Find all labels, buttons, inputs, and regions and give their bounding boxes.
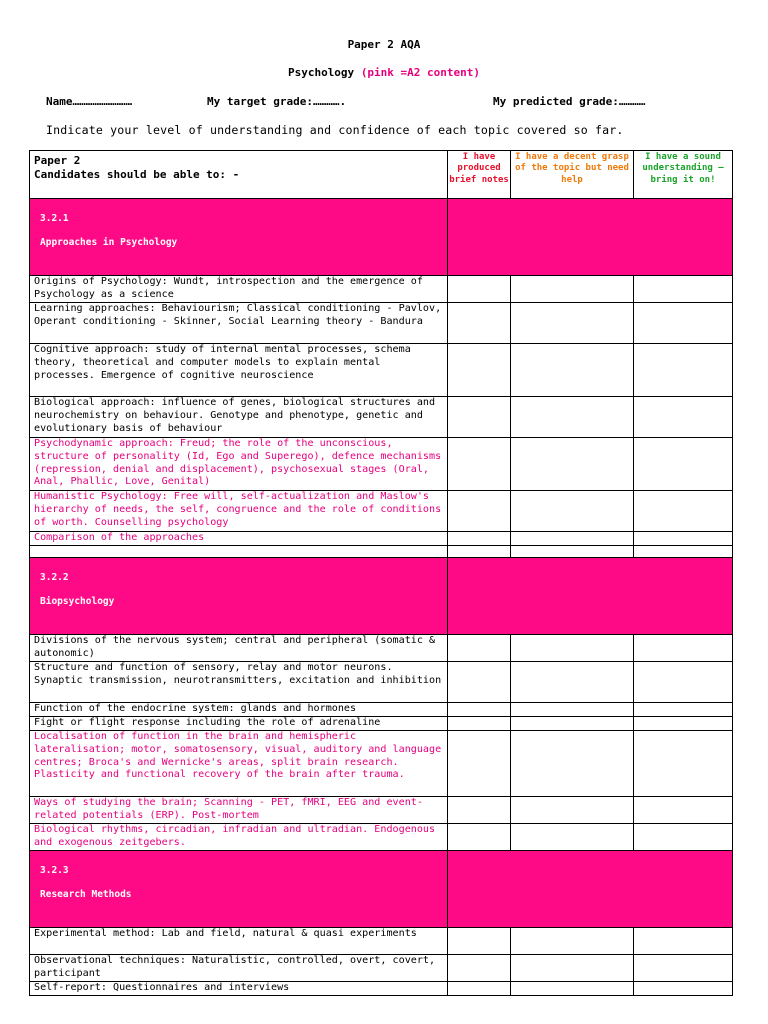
col-sound-understanding-header: I have a sound understanding –bring it on! [634, 151, 733, 199]
topic-row [30, 662, 733, 703]
topic-text: Localisation of function in the brain and hemispheric lateralisation; motor, somatosensory, visual, auditory and language centres; Broca's and Wernicke's areas, split brain research. Plasticity and functional recovery of the brain after trauma. [30, 731, 448, 797]
topic-text: Cognitive approach: study of internal mental processes, schema theory, theoretical and computer models to explain mental processes. Emergence of cognitive neuroscience [30, 344, 448, 397]
section-rating-area [448, 558, 733, 635]
topic-text: Divisions of the nervous system; central and peripheral (somatic & autonomic) [30, 635, 448, 662]
rating-decent-cell[interactable] [511, 928, 634, 955]
rating-notes-cell[interactable] [448, 955, 511, 982]
rating-sound-cell[interactable] [634, 438, 733, 491]
header-line-1: Paper 2 [34, 154, 81, 167]
rating-decent-cell[interactable] [511, 438, 634, 491]
topic-text: Biological approach: influence of genes, biological structures and neurochemistry on behaviour. Genotype and phenotype, genetic and evolutionary basis of behaviour [30, 397, 448, 438]
section-header-row [30, 199, 733, 276]
rating-sound-cell[interactable] [634, 635, 733, 662]
topic-text: Fight or flight response including the role of adrenaline [30, 717, 448, 731]
name-field[interactable]: Name……………………… [46, 95, 133, 108]
rating-sound-cell[interactable] [634, 928, 733, 955]
section-name: Research Methods [40, 889, 132, 900]
rating-notes-cell[interactable] [448, 635, 511, 662]
rating-sound-cell[interactable] [634, 397, 733, 438]
topic-row [30, 276, 733, 303]
header-line-2: Candidates should be able to: - [34, 167, 240, 181]
rating-notes-cell[interactable] [448, 438, 511, 491]
rating-decent-cell[interactable] [511, 824, 634, 851]
spacer-cell [448, 546, 511, 558]
spacer-cell [634, 546, 733, 558]
rating-sound-cell[interactable] [634, 797, 733, 824]
topic-text: Experimental method: Lab and field, natural & quasi experiments [30, 928, 448, 955]
topic-row [30, 532, 733, 546]
rating-decent-cell[interactable] [511, 662, 634, 703]
predicted-grade-field[interactable]: My predicted grade:………… [493, 95, 646, 108]
rating-sound-cell[interactable] [634, 303, 733, 344]
topic-row [30, 491, 733, 532]
topic-row [30, 731, 733, 797]
spacer-row [30, 546, 733, 558]
section-rating-area [448, 851, 733, 928]
subtitle [0, 66, 768, 79]
rating-decent-cell[interactable] [511, 955, 634, 982]
section-header-row [30, 851, 733, 928]
rating-notes-cell[interactable] [448, 717, 511, 731]
target-grade-field[interactable]: My target grade:…………. [207, 95, 347, 108]
rating-decent-cell[interactable] [511, 797, 634, 824]
rating-notes-cell[interactable] [448, 982, 511, 996]
topic-row [30, 438, 733, 491]
rating-decent-cell[interactable] [511, 397, 634, 438]
rating-sound-cell[interactable] [634, 491, 733, 532]
table-header-label [30, 151, 448, 199]
topic-row [30, 303, 733, 344]
topic-row [30, 635, 733, 662]
rating-sound-cell[interactable] [634, 662, 733, 703]
rating-notes-cell[interactable] [448, 397, 511, 438]
topic-text: Comparison of the approaches [30, 532, 448, 546]
table-header-row [30, 151, 733, 199]
subtitle-note: (pink =A2 content) [360, 66, 481, 79]
topic-row [30, 344, 733, 397]
section-name: Approaches in Psychology [40, 237, 178, 248]
rating-notes-cell[interactable] [448, 491, 511, 532]
spacer-cell [30, 546, 448, 558]
rating-notes-cell[interactable] [448, 928, 511, 955]
section-header-row [30, 558, 733, 635]
topic-row [30, 797, 733, 824]
rating-sound-cell[interactable] [634, 703, 733, 717]
section-name: Biopsychology [40, 596, 115, 607]
subtitle-main: Psychology [287, 66, 355, 79]
rating-sound-cell[interactable] [634, 982, 733, 996]
topic-text: Psychodynamic approach: Freud; the role of the unconscious, structure of personality (Id, Ego and Superego), defence mechanisms (repression, denial and displacement), psychosexual stages (Oral, Anal, Phallic, Love, Genital) [30, 438, 448, 491]
page-title: Paper 2 AQA [347, 38, 421, 51]
topic-row [30, 824, 733, 851]
instruction-text: Indicate your level of understanding and confidence of each topic covered so far. [46, 123, 624, 137]
col-notes-header: I have produced brief notes [448, 151, 511, 199]
topic-row [30, 397, 733, 438]
spacer-cell [511, 546, 634, 558]
rating-sound-cell[interactable] [634, 532, 733, 546]
col-decent-grasp-header: I have a decent grasp of the topic but need help [511, 151, 634, 199]
section-label [30, 199, 448, 276]
rating-notes-cell[interactable] [448, 662, 511, 703]
topic-text: Self-report: Questionnaires and interviews [30, 982, 448, 996]
rating-sound-cell[interactable] [634, 824, 733, 851]
topic-row [30, 928, 733, 955]
rating-notes-cell[interactable] [448, 824, 511, 851]
rating-decent-cell[interactable] [511, 982, 634, 996]
rating-decent-cell[interactable] [511, 491, 634, 532]
topic-text: Biological rhythms, circadian, infradian and ultradian. Endogenous and exogenous zeitgebers. [30, 824, 448, 851]
rating-notes-cell[interactable] [448, 276, 511, 303]
topic-checklist-table [29, 150, 733, 996]
rating-decent-cell[interactable] [511, 276, 634, 303]
rating-notes-cell[interactable] [448, 344, 511, 397]
rating-decent-cell[interactable] [511, 717, 634, 731]
rating-decent-cell[interactable] [511, 731, 634, 797]
rating-sound-cell[interactable] [634, 344, 733, 397]
section-rating-area [448, 199, 733, 276]
topic-text: Observational techniques: Naturalistic, controlled, overt, covert, participant [30, 955, 448, 982]
rating-sound-cell[interactable] [634, 731, 733, 797]
rating-decent-cell[interactable] [511, 703, 634, 717]
topic-text: Learning approaches: Behaviourism; Classical conditioning - Pavlov, Operant conditioning - Skinner, Social Learning theory - Bandura [30, 303, 448, 344]
rating-notes-cell[interactable] [448, 703, 511, 717]
rating-notes-cell[interactable] [448, 731, 511, 797]
rating-sound-cell[interactable] [634, 276, 733, 303]
topic-text: Function of the endocrine system: glands and hormones [30, 703, 448, 717]
section-code: 3.2.1 [40, 213, 69, 224]
rating-decent-cell[interactable] [511, 303, 634, 344]
topic-text: Origins of Psychology: Wundt, introspection and the emergence of Psychology as a science [30, 276, 448, 303]
topic-row [30, 982, 733, 996]
rating-notes-cell[interactable] [448, 303, 511, 344]
rating-sound-cell[interactable] [634, 955, 733, 982]
section-label [30, 851, 448, 928]
topic-row [30, 717, 733, 731]
section-label [30, 558, 448, 635]
section-code: 3.2.2 [40, 572, 69, 583]
topic-row [30, 703, 733, 717]
topic-row [30, 955, 733, 982]
topic-text: Humanistic Psychology: Free will, self-actualization and Maslow's hierarchy of needs, the self, congruence and the role of conditions of worth. Counselling psychology [30, 491, 448, 532]
rating-notes-cell[interactable] [448, 532, 511, 546]
rating-decent-cell[interactable] [511, 635, 634, 662]
topic-text: Structure and function of sensory, relay and motor neurons. Synaptic transmission, neurotransmitters, excitation and inhibition [30, 662, 448, 703]
rating-notes-cell[interactable] [448, 797, 511, 824]
section-code: 3.2.3 [40, 865, 69, 876]
topic-text: Ways of studying the brain; Scanning - PET, fMRI, EEG and event-related potentials (ERP). Post-mortem [30, 797, 448, 824]
rating-decent-cell[interactable] [511, 344, 634, 397]
rating-decent-cell[interactable] [511, 532, 634, 546]
rating-sound-cell[interactable] [634, 717, 733, 731]
